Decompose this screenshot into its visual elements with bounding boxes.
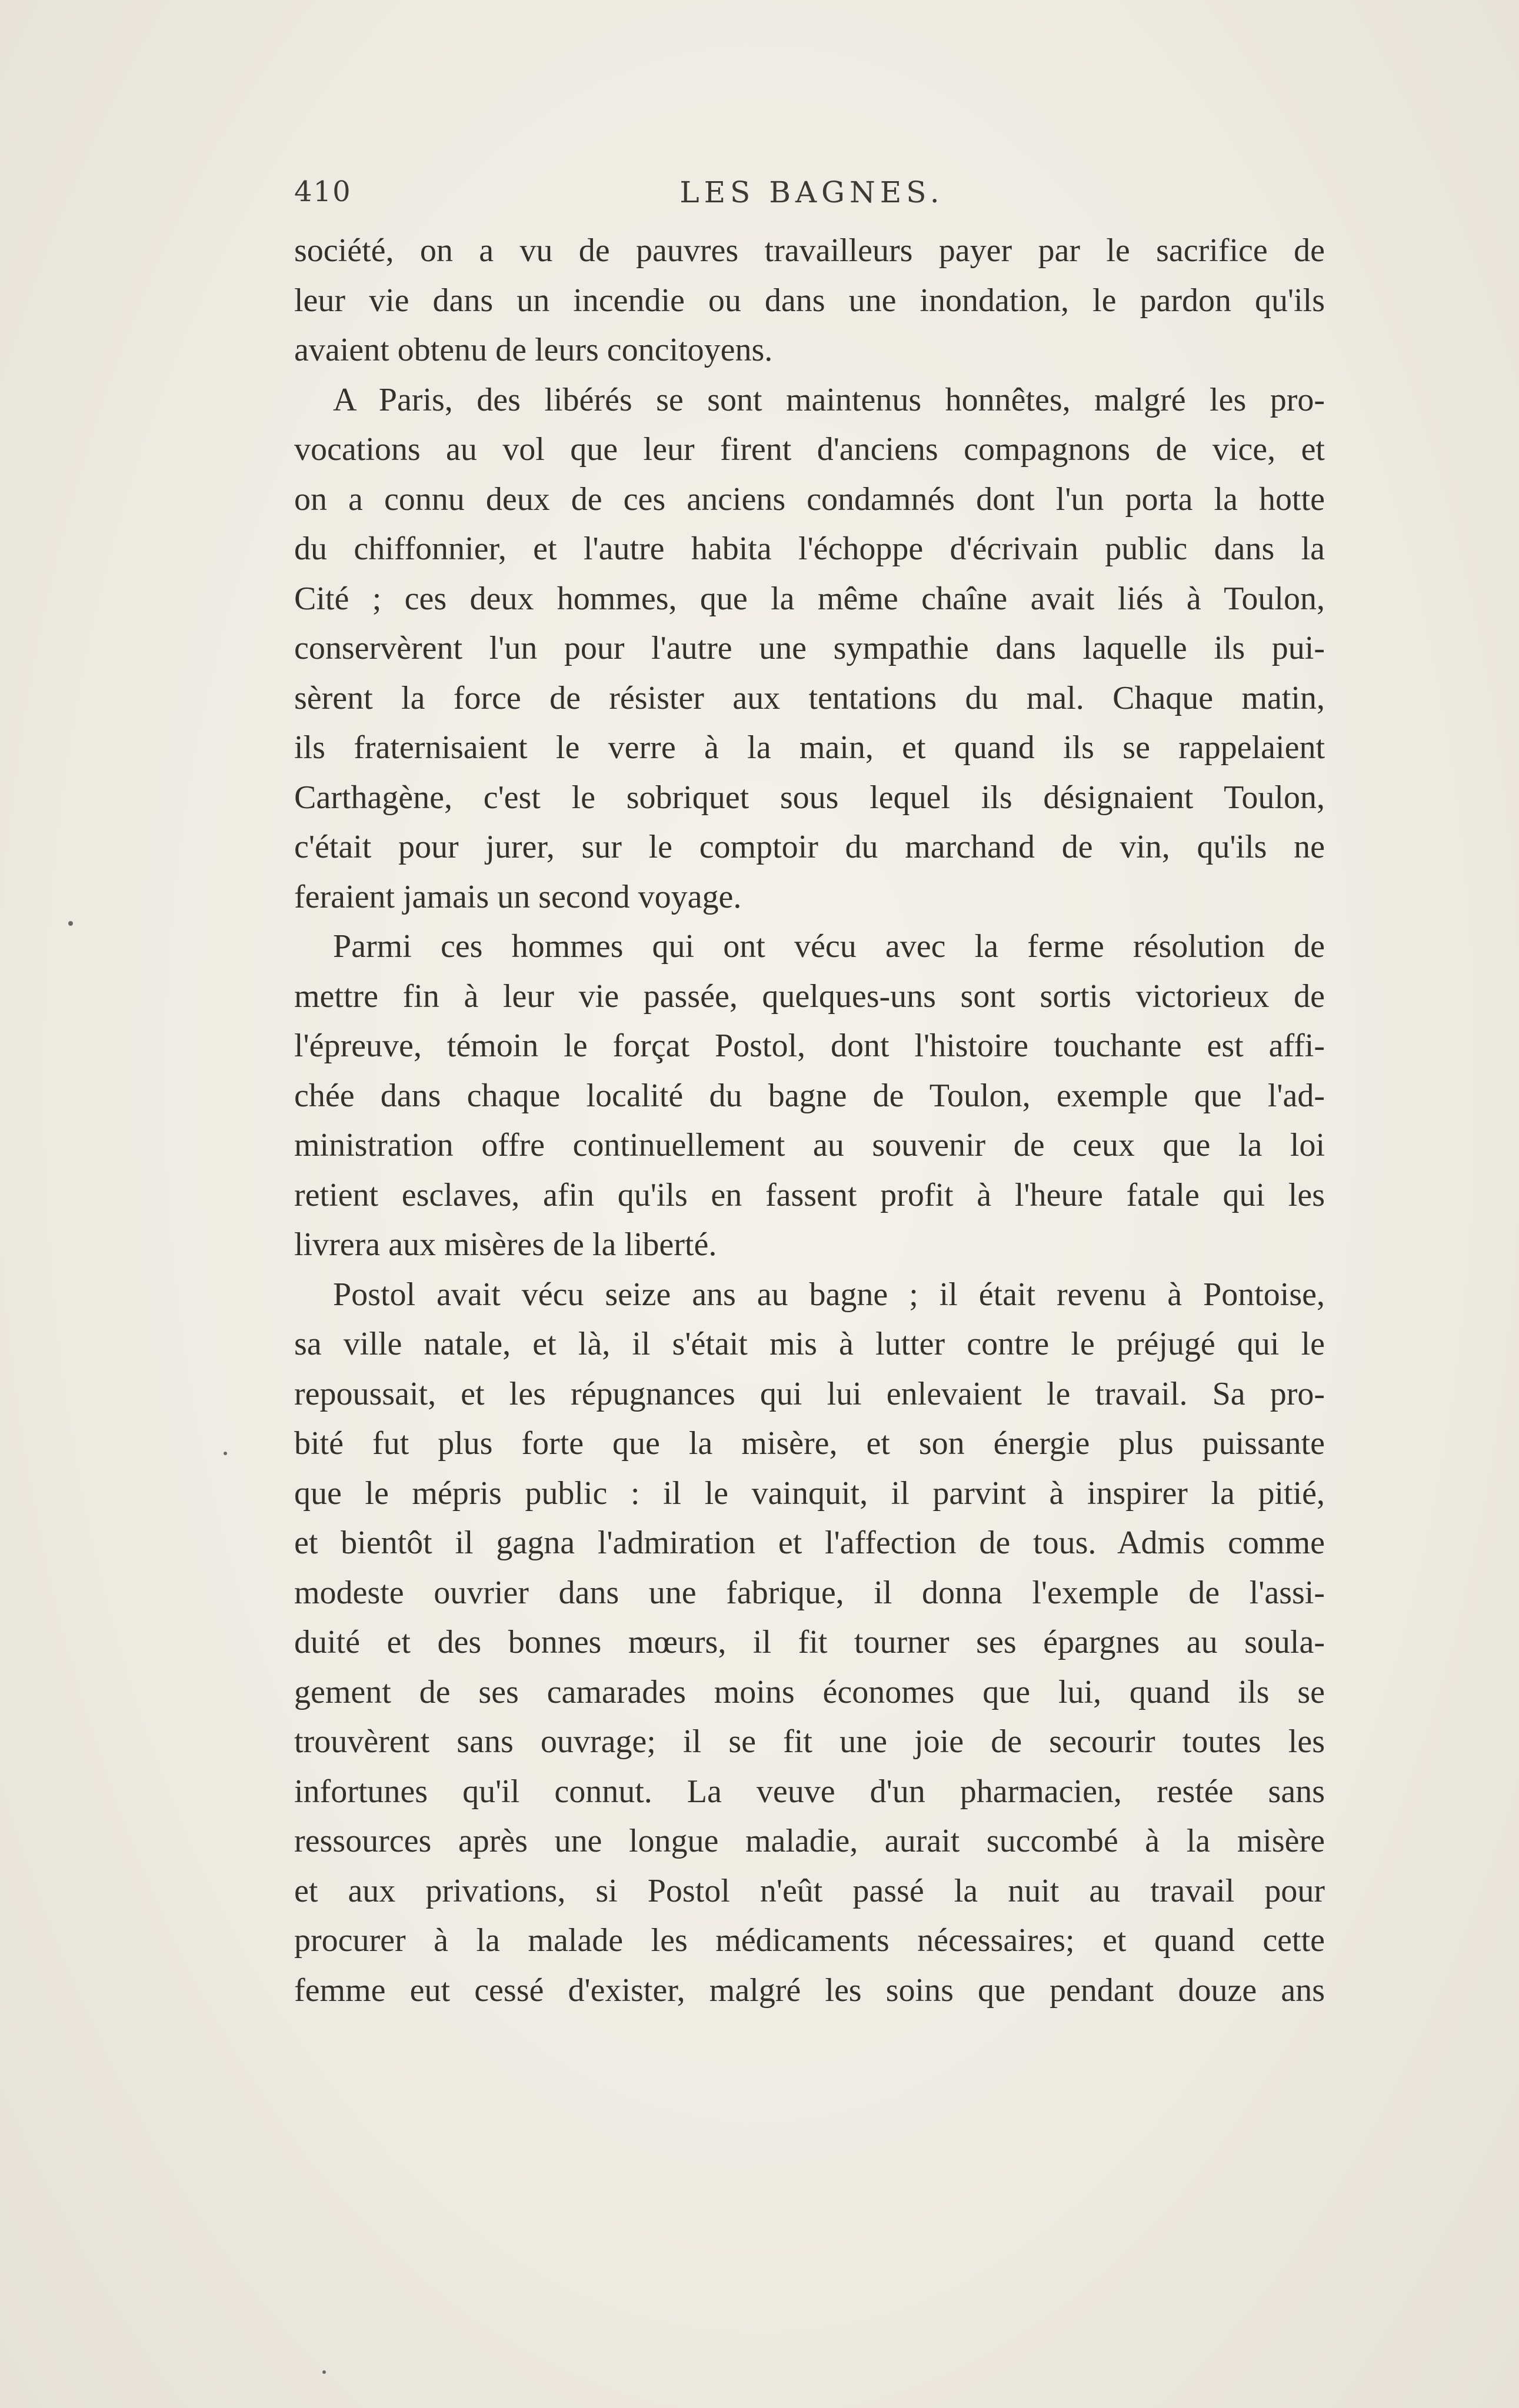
text-line: A Paris, des libérés se sont maintenus honnêtes, malgré les pro- [333,381,1325,418]
text-line: Cité ; ces deux hommes, que la même chaîne avait liés à Toulon, [294,580,1325,617]
text-line: infortunes qu'il connut. La veuve d'un pharmacien, restée sans [294,1773,1325,1810]
text-line: société, on a vu de pauvres travailleurs payer par le sacrifice de [294,232,1325,269]
running-head: LES BAGNES. [679,175,944,209]
page-header [294,175,1330,222]
text-line: duité et des bonnes mœurs, il fit tourner ses épargnes au soula- [294,1624,1325,1660]
paper-speck [224,1452,227,1455]
paper-speck [68,921,73,926]
body-text [294,226,1325,2015]
text-line: repoussait, et les répugnances qui lui enlevaient le travail. Sa pro- [294,1375,1325,1412]
text-line: avaient obtenu de leurs concitoyens. [294,332,773,368]
text-line: livrera aux misères de la liberté. [294,1226,717,1263]
text-line: conservèrent l'un pour l'autre une sympathie dans laquelle ils pui- [294,630,1325,666]
text-line: chée dans chaque localité du bagne de Toulon, exemple que l'ad- [294,1077,1325,1114]
text-line: vocations au vol que leur firent d'anciens compagnons de vice, et [294,431,1325,468]
text-line: gement de ses camarades moins économes que lui, quand ils se [294,1673,1325,1710]
text-line: que le mépris public : il le vainquit, il parvint à inspirer la pitié, [294,1475,1325,1512]
paper-speck [322,2370,326,2374]
text-line: sa ville natale, et là, il s'était mis à lutter contre le préjugé qui le [294,1326,1325,1362]
text-line: Parmi ces hommes qui ont vécu avec la ferme résolution de [333,928,1325,965]
text-line: bité fut plus forte que la misère, et son énergie plus puissante [294,1425,1325,1462]
text-line: l'épreuve, témoin le forçat Postol, dont l'histoire touchante est affi- [294,1028,1325,1064]
text-line: du chiffonnier, et l'autre habita l'échoppe d'écrivain public dans la [294,531,1325,567]
text-line: c'était pour jurer, sur le comptoir du marchand de vin, qu'ils ne [294,829,1325,865]
text-line: on a connu deux de ces anciens condamnés dont l'un porta la hotte [294,481,1325,518]
text-line: trouvèrent sans ouvrage; il se fit une joie de secourir toutes les [294,1723,1325,1760]
text-line: ministration offre continuellement au souvenir de ceux que la loi [294,1127,1325,1163]
page-number: 410 [294,175,352,208]
text-line: Postol avait vécu seize ans au bagne ; il était revenu à Pontoise, [333,1276,1325,1313]
text-line: feraient jamais un second voyage. [294,878,742,915]
text-line: mettre fin à leur vie passée, quelques-uns sont sortis victorieux de [294,978,1325,1015]
text-line: ils fraternisaient le verre à la main, et quand ils se rappelaient [294,729,1325,766]
text-line: Carthagène, c'est le sobriquet sous lequel ils désignaient Toulon, [294,779,1325,816]
text-line: modeste ouvrier dans une fabrique, il donna l'exemple de l'assi- [294,1574,1325,1611]
text-line: procurer à la malade les médicaments nécessaires; et quand cette [294,1922,1325,1959]
text-line: et aux privations, si Postol n'eût passé la nuit au travail pour [294,1872,1325,1909]
text-line: retient esclaves, afin qu'ils en fassent profit à l'heure fatale qui les [294,1176,1325,1213]
text-line: femme eut cessé d'exister, malgré les soins que pendant douze ans [294,1972,1325,2009]
text-line: sèrent la force de résister aux tentations du mal. Chaque matin, [294,679,1325,716]
text-line: et bientôt il gagna l'admiration et l'affection de tous. Admis comme [294,1525,1325,1561]
text-line: ressources après une longue maladie, aurait succombé à la misère [294,1823,1325,1859]
text-line: leur vie dans un incendie ou dans une inondation, le pardon qu'ils [294,282,1325,319]
